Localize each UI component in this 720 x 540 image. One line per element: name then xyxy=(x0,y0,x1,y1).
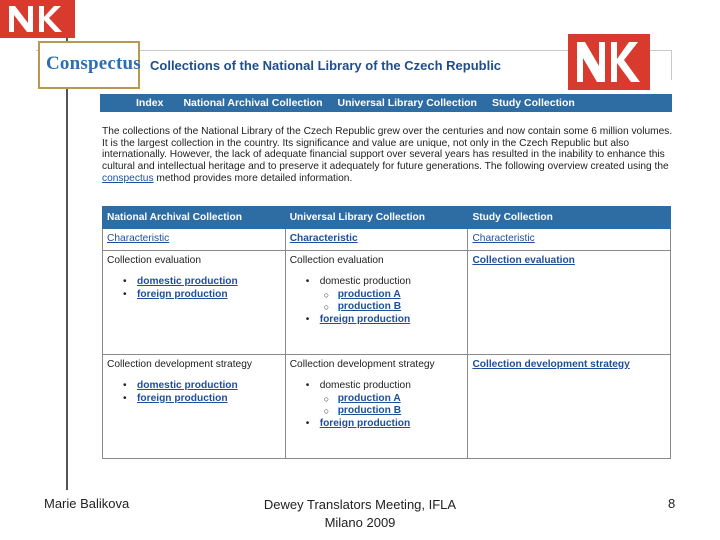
sub-list xyxy=(338,289,464,314)
table-cell xyxy=(285,251,468,355)
nk-logo-icon xyxy=(6,3,70,35)
table-cell xyxy=(285,355,468,459)
conspectus-logo-text: Conspectus xyxy=(46,53,141,74)
list-item xyxy=(338,405,464,418)
nav-bar xyxy=(100,94,672,112)
nav-study-collection[interactable]: Study Collection xyxy=(491,97,575,109)
table-header: Universal Library Collection xyxy=(285,207,468,229)
table-header: Study Collection xyxy=(468,207,671,229)
left-divider-line xyxy=(66,38,68,490)
nav-universal-library-collection[interactable]: Universal Library Collection xyxy=(337,97,477,109)
footer-author: Marie Balikova xyxy=(44,496,130,511)
intro-text-end: method provides more detailed information. xyxy=(153,172,353,184)
table-row-characteristic xyxy=(103,229,671,251)
list-item xyxy=(320,276,464,314)
conspectus-logo xyxy=(38,41,140,89)
characteristic-link[interactable]: Characteristic xyxy=(107,233,170,244)
characteristic-link[interactable]: Characteristic xyxy=(289,233,358,244)
table-row-evaluation xyxy=(103,251,671,355)
collection-development-strategy-link[interactable]: Collection development strategy xyxy=(472,359,630,370)
nk-logo-large xyxy=(568,34,650,90)
list-item xyxy=(320,380,464,418)
cell-label: Collection development strategy xyxy=(107,359,252,370)
page-title: Collections of the National Library of the Czech Republic xyxy=(150,58,502,73)
cell-label: Collection development strategy xyxy=(289,359,435,370)
list-item xyxy=(137,289,281,302)
list-item xyxy=(338,393,464,406)
table-header: National Archival Collection xyxy=(103,207,286,229)
collection-evaluation-link[interactable]: Collection evaluation xyxy=(472,255,575,266)
list-item xyxy=(338,289,464,302)
nav-index[interactable]: Index xyxy=(136,97,164,109)
footer-page-number: 8 xyxy=(668,496,676,511)
footer-event xyxy=(232,496,488,532)
cell-label: Collection evaluation xyxy=(107,255,202,266)
characteristic-link[interactable]: Characteristic xyxy=(472,233,535,244)
conspectus-link[interactable]: conspectus xyxy=(102,172,154,184)
list-item xyxy=(320,314,464,327)
domestic-production-link[interactable]: domestic production xyxy=(137,276,238,287)
nk-logo-small xyxy=(0,0,75,38)
bullet-list xyxy=(137,276,281,301)
list-item xyxy=(137,380,281,393)
list-item xyxy=(320,418,464,431)
table-cell xyxy=(468,251,671,355)
table-cell xyxy=(103,251,286,355)
table-cell xyxy=(468,355,671,459)
bullet-list xyxy=(320,276,464,326)
list-item xyxy=(137,276,281,289)
production-b-link[interactable]: production B xyxy=(337,301,402,312)
foreign-production-link[interactable]: foreign production xyxy=(137,288,228,300)
foreign-production-link[interactable]: foreign production xyxy=(137,392,228,404)
intro-paragraph xyxy=(102,126,674,185)
nk-logo-icon xyxy=(573,38,645,86)
list-item xyxy=(338,301,464,314)
table-header-row xyxy=(103,207,671,229)
collections-table xyxy=(102,206,671,459)
foreign-production-link[interactable]: foreign production xyxy=(319,417,411,429)
table-cell xyxy=(468,229,671,251)
list-item xyxy=(137,393,281,406)
foreign-production-link[interactable]: foreign production xyxy=(319,313,411,325)
production-b-link[interactable]: production B xyxy=(337,405,402,416)
footer-event-line2: Milano 2009 xyxy=(324,515,396,530)
footer-event-line1: Dewey Translators Meeting, IFLA xyxy=(263,497,457,512)
production-a-link[interactable]: production A xyxy=(337,288,401,300)
production-a-link[interactable]: production A xyxy=(337,392,401,404)
table-cell xyxy=(103,229,286,251)
table-row-strategy xyxy=(103,355,671,459)
bullet-list xyxy=(320,380,464,430)
nav-national-archival-collection[interactable]: National Archival Collection xyxy=(183,97,323,109)
table-cell xyxy=(285,229,468,251)
domestic-production-label: domestic production xyxy=(319,276,411,287)
domestic-production-label: domestic production xyxy=(319,380,411,391)
table-cell xyxy=(103,355,286,459)
bullet-list xyxy=(137,380,281,405)
intro-text: The collections of the National Library of the Czech Republic grew over the centuries and now contain some 6 million volumes. It is the largest collection in the country. Its significance and value are unique, not only in the Czech Republic but also internationally. However, the lack of adequate financial support over several years has resulted in the inability to enhance this cultural and intellectual heritage and to preserve it adequately for future generations. The following overview created using the xyxy=(102,126,673,173)
domestic-production-link[interactable]: domestic production xyxy=(137,380,238,391)
cell-label: Collection evaluation xyxy=(289,255,384,266)
sub-list xyxy=(338,393,464,418)
